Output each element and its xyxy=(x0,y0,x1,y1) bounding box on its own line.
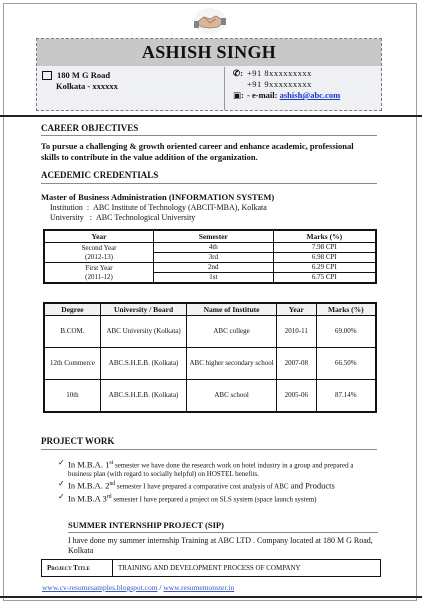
degree-cell: 12th Commerce xyxy=(44,348,100,380)
marks-cell: 6.29 CPI xyxy=(273,263,376,273)
table-header-row xyxy=(44,230,376,243)
list-item xyxy=(58,480,378,491)
footer-separator: / xyxy=(157,583,164,592)
table-row xyxy=(44,263,376,273)
bullet-2-tail: and Products xyxy=(288,480,335,491)
board-cell: ABC.S.H.E.B. (Kolkata) xyxy=(100,348,186,380)
col-degree: Degree xyxy=(44,303,100,316)
semester-cell: 2nd xyxy=(154,263,274,273)
degree-cell: B.COM. xyxy=(44,316,100,348)
year-cell xyxy=(44,243,154,263)
career-objective-text: To pursue a challenging & growth oriented career and enhance academic, professional skills to contribute in the value addition of the organization. xyxy=(41,141,354,162)
year-period: (2011-12) xyxy=(85,272,113,281)
bullet-2-lead: In M.B.A. 2 xyxy=(68,480,110,491)
col-semester: Semester xyxy=(154,230,274,243)
check-icon: ✓ xyxy=(58,479,65,489)
project-list xyxy=(58,459,378,506)
header-rule xyxy=(0,115,422,117)
institution-value: ABC Institute of Technology (ABCIT-MBA), Kolkata xyxy=(93,203,267,212)
institution-block: Institution : ABC Institute of Technology (ABCIT-MBA), Kolkata University : ABC Technological University xyxy=(50,203,267,222)
marks-cell: 6.98 CPI xyxy=(273,253,376,263)
university-value: ABC Technological University xyxy=(96,212,196,222)
check-icon: ✓ xyxy=(58,492,65,502)
table-row xyxy=(44,348,376,380)
marks-cell: 69.00% xyxy=(316,316,376,348)
institute-cell: ABC school xyxy=(187,380,277,413)
phone-1: +91 8xxxxxxxxx xyxy=(247,68,312,78)
semester-cell: 4th xyxy=(154,243,274,253)
address-line-1: 180 M G Road xyxy=(57,70,111,80)
footer-link-2[interactable]: www.resumemonster.in xyxy=(163,583,235,592)
year-period: (2012-13) xyxy=(85,252,114,261)
university-label: University xyxy=(50,212,84,222)
footer-link-1[interactable]: www.cv-resumesamples.blogspot.com xyxy=(42,583,158,592)
career-objectives-heading: CAREER OBJECTIVES xyxy=(41,123,139,133)
year-label: Second Year xyxy=(81,243,117,252)
degree-cell: 10th xyxy=(44,380,100,413)
semester-table xyxy=(43,229,377,284)
section-rule xyxy=(68,532,378,533)
bullet-1-lead: In M.B.A. 1 xyxy=(68,459,110,470)
section-rule xyxy=(41,449,377,450)
education-table xyxy=(43,302,377,413)
bullet-2-sup: nd xyxy=(109,481,116,488)
table-row xyxy=(44,316,376,348)
section-rule xyxy=(41,135,377,136)
mail-icon xyxy=(42,71,52,80)
project-title-table xyxy=(41,559,381,577)
internship-text: I have done my summer internship Training at ABC LTD . Company located at 180 M G Road, Kolkata xyxy=(68,536,373,555)
bullet-1-sup: st xyxy=(109,460,114,466)
degree-title: Master of Business Administration (INFORMATION SYSTEM) xyxy=(41,192,275,202)
computer-icon: ▣: xyxy=(233,90,244,100)
address-block xyxy=(42,70,118,92)
project-title-value: TRAINING AND DEVELOPMENT PROCESS OF COMPANY xyxy=(113,560,381,577)
marks-cell: 87.14% xyxy=(316,380,376,413)
table-row xyxy=(44,380,376,413)
marks-cell: 7.98 CPI xyxy=(273,243,376,253)
contact-block: ✆: +91 8xxxxxxxxx +91 9xxxxxxxxx ▣: - e-mail: ashish@abc.com xyxy=(233,68,341,100)
academic-heading: ACEDEMIC CREDENTIALS xyxy=(41,170,159,180)
year-label: First Year xyxy=(85,263,113,272)
bullet-3-lead: In M.B.A 3 xyxy=(68,493,107,504)
col-year: Year xyxy=(276,303,316,316)
phone-2: +91 9xxxxxxxxx xyxy=(247,79,312,89)
table-row xyxy=(44,243,376,253)
footer-links xyxy=(42,583,234,592)
col-institute: Name of Institute xyxy=(187,303,277,316)
col-board: University / Board xyxy=(100,303,186,316)
bullet-3-text: semester I have prepared a project on SLS system (space launch system) xyxy=(111,495,317,504)
address-line-2: Kolkata - xxxxxx xyxy=(56,81,118,91)
internship-heading: SUMMER INTERNSHIP PROJECT (SIP) xyxy=(68,520,224,530)
footer-rule xyxy=(0,596,422,598)
project-work-heading: PROJECT WORK xyxy=(41,436,115,446)
board-cell: ABC University (Kolkata) xyxy=(100,316,186,348)
year-cell: 2007-08 xyxy=(276,348,316,380)
bullet-3-sup: rd xyxy=(106,494,112,501)
year-cell xyxy=(44,263,154,284)
list-item xyxy=(58,459,378,478)
table-header-row xyxy=(44,303,376,316)
candidate-name: ASHISH SINGH xyxy=(37,39,381,66)
board-cell: ABC.S.H.E.B. (Kolkata) xyxy=(100,380,186,413)
institute-cell: ABC college xyxy=(187,316,277,348)
phone-icon: ✆: xyxy=(233,68,243,78)
semester-cell: 1st xyxy=(154,273,274,284)
year-cell: 2010-11 xyxy=(276,316,316,348)
col-marks: Marks (%) xyxy=(273,230,376,243)
institution-label: Institution xyxy=(50,203,83,212)
header-divider xyxy=(224,67,225,110)
handshake-icon xyxy=(193,6,227,36)
col-marks: Marks (%) xyxy=(316,303,376,316)
marks-cell: 66.50% xyxy=(316,348,376,380)
table-row xyxy=(42,560,381,577)
institute-cell: ABC higher secondary school xyxy=(187,348,277,380)
email-link[interactable]: ashish@abc.com xyxy=(279,90,341,100)
email-label: e-mail xyxy=(251,90,275,100)
list-item xyxy=(58,493,378,504)
bullet-1-text: semester we have done the research work on hotel industry in a group and prepared a business plan (with regard to socially helpful) on HOSTEL benefits. xyxy=(68,461,354,478)
section-rule xyxy=(41,183,377,184)
bullet-2-text: semester I have prepared a comparative cost analysis of ABC xyxy=(115,482,289,491)
col-year: Year xyxy=(44,230,154,243)
marks-cell: 6.75 CPI xyxy=(273,273,376,284)
semester-cell: 3rd xyxy=(154,253,274,263)
project-title-label: Project Title xyxy=(42,560,113,577)
year-cell: 2005-06 xyxy=(276,380,316,413)
check-icon: ✓ xyxy=(58,458,65,467)
